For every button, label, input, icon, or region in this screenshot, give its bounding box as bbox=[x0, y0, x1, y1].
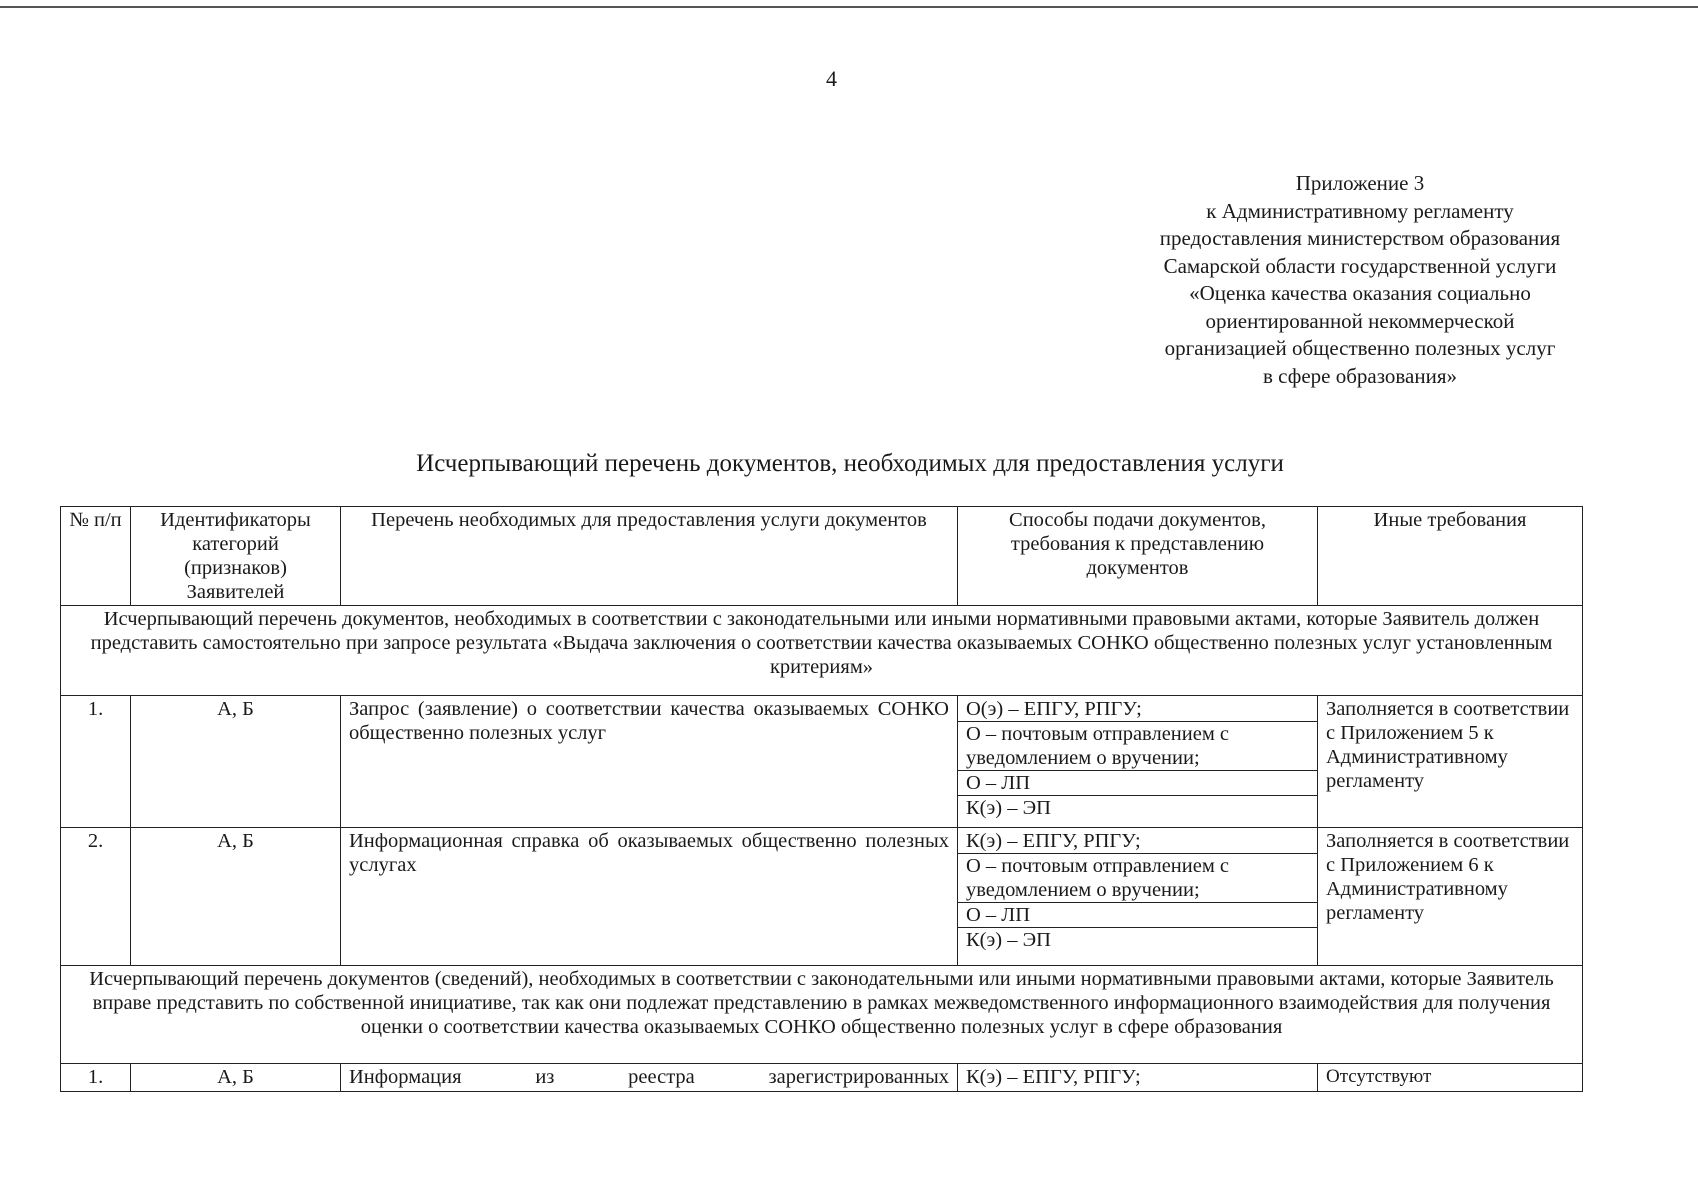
row-document: Информационная справка об оказываемых общественно полезных услугах bbox=[341, 828, 958, 966]
row-num: 2. bbox=[61, 828, 131, 966]
header-documents: Перечень необходимых для предоставления услуги документов bbox=[341, 507, 958, 606]
row-identifiers: А, Б bbox=[131, 828, 341, 966]
method-item: К(э) – ЭП bbox=[966, 797, 1051, 819]
method-item: О – почтовым отправлением с уведомлением о вручении; bbox=[958, 722, 1317, 771]
table-row bbox=[61, 696, 1583, 828]
header-num: № п/п bbox=[61, 507, 131, 606]
appendix-line: Приложение 3 bbox=[1295, 171, 1425, 195]
appendix-line: к Административному регламенту bbox=[1206, 198, 1514, 223]
appendix-line: ориентированной некоммерческой bbox=[1205, 308, 1515, 333]
method-item: О – ЛП bbox=[958, 903, 1317, 928]
appendix-line: в сфере образования» bbox=[1262, 363, 1457, 388]
table-header-row bbox=[61, 507, 1583, 606]
row-num: 1. bbox=[61, 1064, 131, 1092]
documents-table bbox=[60, 506, 1583, 1092]
appendix-line: предоставления министерством образования bbox=[1159, 226, 1561, 250]
header-methods: Способы подачи документов, требования к представлению документов bbox=[958, 507, 1318, 606]
appendix-line: «Оценка качества оказания социально bbox=[1189, 281, 1531, 305]
top-rule bbox=[0, 6, 1698, 8]
method-item: О – ЛП bbox=[958, 771, 1317, 796]
section-heading-1: Исчерпывающий перечень документов, необходимых в соответствии с законодательными или иными нормативными правовыми актами, которые Заявитель должен представить самостоятельно при запросе результата «Выдача заключения о соответствии качества оказываемых СОНКО общественно полезных услуг установленным критериям» bbox=[61, 606, 1583, 696]
method-item: О – почтовым отправлением с уведомлением о вручении; bbox=[958, 854, 1317, 903]
method-item: О(э) – ЕПГУ, РПГУ; bbox=[958, 697, 1317, 722]
appendix-line: организацией общественно полезных услуг bbox=[1164, 336, 1556, 360]
row-methods: К(э) – ЕПГУ, РПГУ; bbox=[958, 1064, 1318, 1092]
row-document: Запрос (заявление) о соответствии качества оказываемых СОНКО общественно полезных услуг bbox=[341, 696, 958, 828]
row-other-requirements: Заполняется в соответствии с Приложением 5 к Административному регламенту bbox=[1318, 696, 1583, 828]
section-row bbox=[61, 606, 1583, 696]
header-other: Иные требования bbox=[1318, 507, 1583, 606]
section-row bbox=[61, 966, 1583, 1064]
row-methods bbox=[958, 828, 1318, 966]
row-other-requirements: Заполняется в соответствии с Приложением 6 к Административному регламенту bbox=[1318, 828, 1583, 966]
method-item: К(э) – ЭП bbox=[966, 929, 1051, 951]
row-identifiers: А, Б bbox=[131, 696, 341, 828]
document-title: Исчерпывающий перечень документов, необходимых для предоставления услуги bbox=[416, 450, 1284, 477]
row-other-requirements: Отсутствуют bbox=[1318, 1064, 1583, 1092]
row-document bbox=[341, 1064, 958, 1092]
row-document-text: Информация из реестра зарегистрированных bbox=[349, 1066, 949, 1088]
method-item: К(э) – ЕПГУ, РПГУ; bbox=[958, 829, 1317, 854]
header-identifiers: Идентификаторы категорий (признаков) Заявителей bbox=[131, 507, 341, 606]
table-row bbox=[61, 828, 1583, 966]
appendix-line: Самарской области государственной услуги bbox=[1163, 253, 1557, 278]
section-heading-2: Исчерпывающий перечень документов (сведений), необходимых в соответствии с законодательными или иными нормативными правовыми актами, которые Заявитель вправе представить по собственной инициативе, так как они подлежат представлению в рамках межведомственного информационного взаимодействия для получения оценки о соответствии качества оказываемых СОНКО общественно полезных услуг в сфере образования bbox=[61, 966, 1583, 1064]
page-number: 4 bbox=[826, 66, 837, 91]
row-identifiers: А, Б bbox=[131, 1064, 341, 1092]
row-methods bbox=[958, 696, 1318, 828]
table-row bbox=[61, 1064, 1583, 1092]
appendix-block bbox=[1110, 170, 1610, 390]
row-num: 1. bbox=[61, 696, 131, 828]
